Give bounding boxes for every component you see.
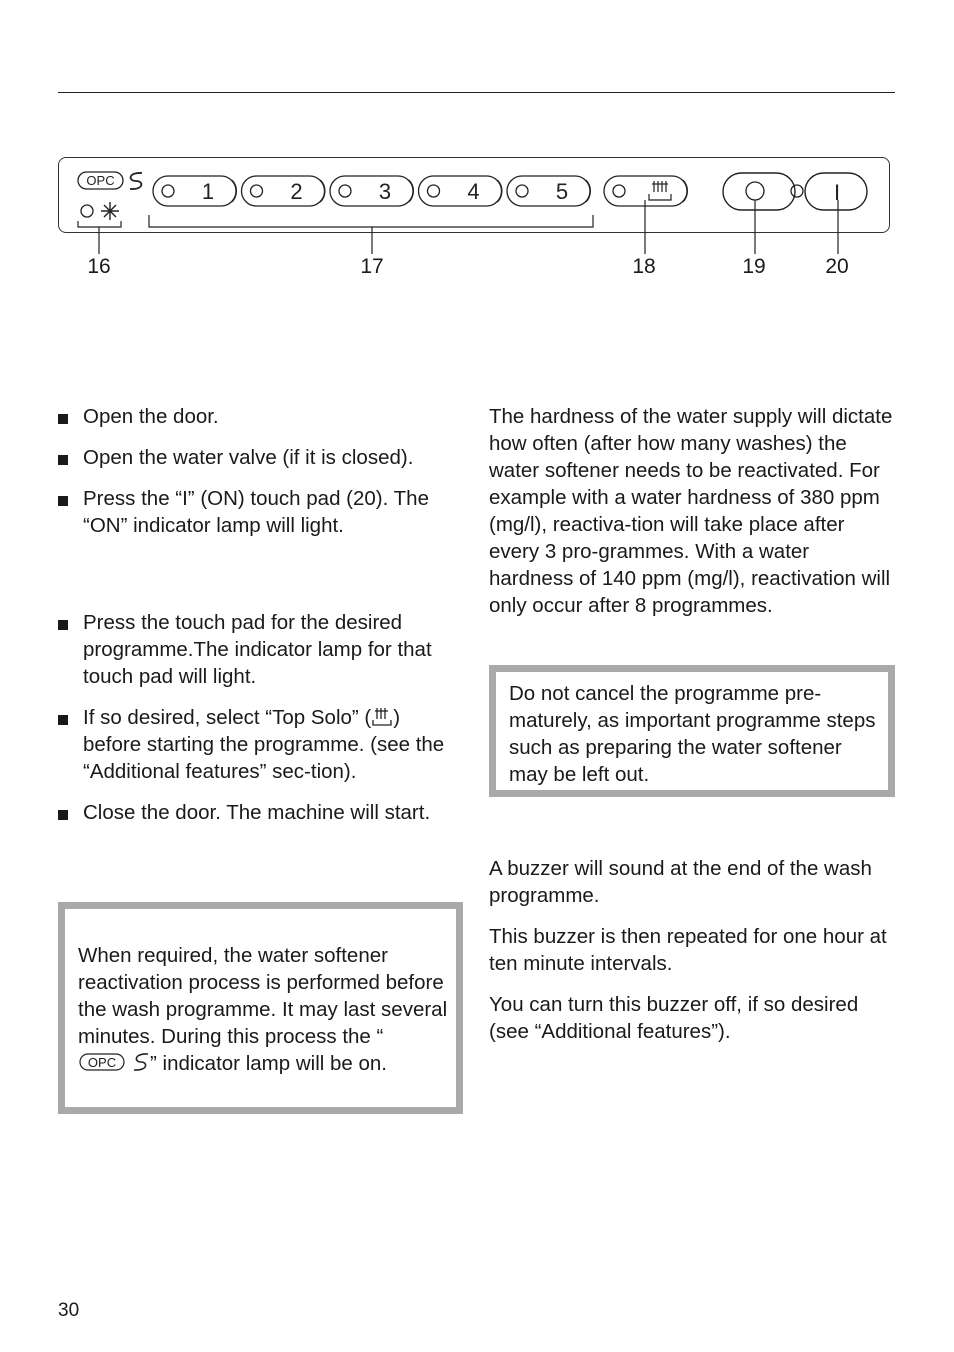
programme-label-1: 1 xyxy=(201,179,215,204)
programme-label-5: 5 xyxy=(555,179,569,204)
bracket-16 xyxy=(78,221,121,227)
top-solo-lamp xyxy=(613,185,625,197)
programme-button-2[interactable] xyxy=(242,176,326,206)
top-solo-text-2: ) before starting the programme. (see the “Additional features” sec-tion). xyxy=(83,706,445,783)
off-button xyxy=(723,173,795,210)
step-open-door: Open the door. xyxy=(58,403,458,430)
callout-18: 18 xyxy=(632,255,656,278)
programme-lamp-5 xyxy=(516,185,528,197)
bracket-17 xyxy=(149,215,593,227)
page-number: 30 xyxy=(58,1300,80,1321)
buzzer-section xyxy=(489,855,894,1045)
right-column xyxy=(489,403,894,619)
step-top-solo xyxy=(58,704,458,785)
on-button-label: I xyxy=(833,180,841,205)
callout-16: 16 xyxy=(87,255,111,278)
programme-button-1[interactable] xyxy=(153,176,237,206)
svg-text:OPC: OPC xyxy=(87,1055,117,1070)
programme-label-3: 3 xyxy=(378,179,392,204)
warning-text: Do not cancel the programme pre-maturely, as important programme steps such as preparing the water softener may be left out. xyxy=(509,682,876,786)
top-solo-text-1: If so desired, select “Top Solo” ( xyxy=(83,706,372,729)
programme-lamp-1 xyxy=(162,185,174,197)
programme-lamp-3 xyxy=(339,185,351,197)
buzzer-paragraph-1: A buzzer will sound at the end of the wash programme. xyxy=(489,857,872,907)
callout-19: 19 xyxy=(742,255,766,278)
programme-button-4[interactable] xyxy=(419,176,503,206)
on-indicator-lamp xyxy=(791,185,803,197)
warning-box xyxy=(489,665,895,797)
buzzer-paragraph-2: This buzzer is then repeated for one hour at ten minute intervals. xyxy=(489,925,887,975)
salt-indicator-lamp xyxy=(81,205,93,217)
programme-buttons xyxy=(153,176,591,206)
note-text-2: ” indicator lamp will be on. xyxy=(150,1052,387,1075)
control-panel-drawing xyxy=(0,0,954,260)
on-button xyxy=(805,173,867,210)
note-text-1: When required, the water softener reactivation process is performed before the wash programme. It may last several minutes. During this process the “ xyxy=(78,944,448,1048)
top-solo-button xyxy=(604,176,688,206)
left-column xyxy=(58,403,458,826)
top-solo-icon-inline xyxy=(371,705,393,727)
salt-refill-icon xyxy=(101,202,119,220)
step-close-door: Close the door. The machine will start. xyxy=(58,799,458,826)
callout-20: 20 xyxy=(825,255,849,278)
buzzer-paragraph-3: You can turn this buzzer off, if so desired (see “Additional features”). xyxy=(489,993,859,1043)
opc-softener-icon-inline xyxy=(78,1051,150,1073)
water-hardness-paragraph: The hardness of the water supply will dictate how often (after how many washes) the water softener needs to be reactivated. For example with a water hardness of 380 ppm (mg/l), reactiva-tion will take place after every 3 pro-grammes. With a water hardness of 140 ppm (mg/l), reactivation will only occur after 8 programmes. xyxy=(489,405,893,617)
programme-label-4: 4 xyxy=(467,179,480,204)
programme-label-2: 2 xyxy=(290,179,303,204)
note-text xyxy=(78,942,453,1077)
opc-indicator xyxy=(78,172,142,189)
step-open-valve: Open the water valve (if it is closed). xyxy=(58,444,458,471)
programme-button-3[interactable] xyxy=(330,176,414,206)
step-select-programme: Press the touch pad for the desired programme.The indicator lamp for that touch pad will light. xyxy=(58,609,458,690)
programme-button-5[interactable] xyxy=(507,176,591,206)
opc-label: OPC xyxy=(86,173,115,188)
softener-icon xyxy=(130,173,142,189)
programme-lamp-2 xyxy=(251,185,263,197)
note-box xyxy=(58,902,463,1114)
programme-lamp-4 xyxy=(428,185,440,197)
step-press-on: Press the “I” (ON) touch pad (20). The “ON” indicator lamp will light. xyxy=(58,485,458,539)
top-solo-icon xyxy=(649,181,671,200)
callout-17: 17 xyxy=(360,255,384,278)
